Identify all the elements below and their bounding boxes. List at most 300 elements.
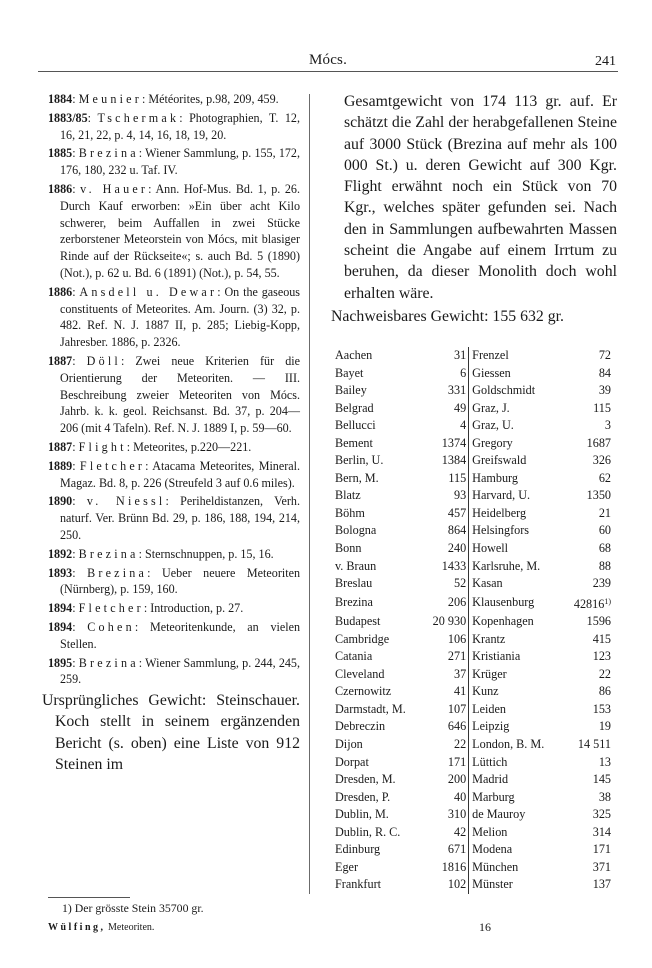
collection-weight xyxy=(571,824,617,842)
collection-weight xyxy=(571,736,617,754)
collection-name-text: Modena xyxy=(472,842,513,857)
collection-weight xyxy=(571,631,617,649)
collection-name-text: Catania xyxy=(335,649,373,664)
collection-name xyxy=(469,789,571,807)
collection-weight xyxy=(571,593,617,614)
collection-weight-text: 39 xyxy=(598,383,611,398)
collection-weight-text: 240 xyxy=(447,541,467,556)
collection-weight-text: 68 xyxy=(598,541,611,556)
collection-name-text: Kristiania xyxy=(472,649,521,664)
collection-name-text: Bellucci xyxy=(335,418,376,433)
collection-weight xyxy=(571,648,617,666)
collection-name xyxy=(469,435,571,453)
collection-name-text: Gregory xyxy=(472,435,513,450)
collection-name xyxy=(335,470,423,488)
table-row xyxy=(335,666,617,684)
collection-weight xyxy=(423,824,469,842)
collection-name-text: Klausenburg xyxy=(472,595,535,610)
collection-weight xyxy=(423,505,469,523)
collection-weight-text: 326 xyxy=(592,453,611,468)
collection-weight xyxy=(571,701,617,719)
bibliography-entry: 1894: Fletcher: Introduction, p. 27. xyxy=(48,601,244,616)
collection-weight-text: 107 xyxy=(447,701,467,716)
bibliography-list xyxy=(48,91,300,688)
collection-name-text: Howell xyxy=(472,541,509,556)
table-row xyxy=(335,771,617,789)
collection-name xyxy=(469,575,571,593)
collection-name xyxy=(469,613,571,631)
collection-weight-text: 22 xyxy=(453,737,467,752)
collection-name xyxy=(335,400,423,418)
collection-name xyxy=(469,648,571,666)
entry-text: Periheldistanzen, Verh. naturf. Ver. Brünn Bd. 29, p. 186, 188, 194, 214, 250. xyxy=(60,494,300,542)
collection-name xyxy=(335,382,423,400)
collection-weight-text: 40 xyxy=(453,789,467,804)
collection-name xyxy=(469,754,571,772)
table-row xyxy=(335,806,617,824)
collection-name-text: Czernowitz xyxy=(335,684,392,699)
collection-name-text: Karlsruhe, M. xyxy=(472,558,541,573)
collection-weight xyxy=(423,876,469,894)
bibliography-entry: 1886: Ansdell u. Dewar: On the gaseous constituents of Meteorites. Am. Journ. (3) 32, p. 482. Ref. N. J. 1887 II, p. 285; Liebig-Kopp, Jahresber. 1886, p. 2326. xyxy=(48,284,300,350)
left-body-text: Ursprüngliches Gewicht: Steinschauer. Koch stellt in seinem ergänzenden Bericht (s. oben) eine Liste von 912 Steinen im xyxy=(42,692,300,773)
entry-text: Wiener Sammlung, p. 244, 245, 259. xyxy=(60,655,300,687)
table-row xyxy=(335,631,617,649)
bibliography-entry: 1894: Cohen: Meteoritenkunde, an vielen Stellen. xyxy=(48,619,300,651)
collection-name-text: Dublin, R. C. xyxy=(335,824,401,839)
collection-weight xyxy=(423,701,469,719)
table-row xyxy=(335,841,617,859)
collection-name xyxy=(335,631,423,649)
collection-weight xyxy=(571,347,617,365)
collection-name-text: Aachen xyxy=(335,348,373,362)
bibliography-entry: 1889: Fletcher: Atacama Meteorites, Mineral. Magaz. Bd. 8, p. 226 (Streufeld 3 auf 0.6 miles). xyxy=(48,458,300,490)
collection-name-text: München xyxy=(472,859,519,874)
collection-name xyxy=(335,613,423,631)
collection-name xyxy=(335,789,423,807)
collection-name-text: Dublin, M. xyxy=(335,807,389,822)
signature-number: 16 xyxy=(479,920,491,934)
entry-text: Wiener Sammlung, p. 155, 172, 176, 180, 232 u. Taf. IV. xyxy=(60,146,300,178)
collection-weight-text: 239 xyxy=(592,576,611,591)
collection-name-text: Frankfurt xyxy=(335,877,382,892)
collection-weight-text: 21 xyxy=(598,505,611,520)
table-row xyxy=(335,417,617,435)
collection-weight xyxy=(571,452,617,470)
collection-weight-text: 72 xyxy=(598,348,611,362)
collection-weight xyxy=(423,631,469,649)
table-row xyxy=(335,505,617,523)
table-row xyxy=(335,593,617,614)
collection-name xyxy=(469,859,571,877)
collection-name xyxy=(335,347,423,365)
collection-name-text: Bailey xyxy=(335,383,367,398)
collection-weight-text: 6 xyxy=(460,365,467,380)
entry-text: Météorites, p.98, 209, 459. xyxy=(148,92,279,106)
collection-weight-text: 171 xyxy=(592,842,611,857)
table-row xyxy=(335,400,617,418)
collection-name-text: Krantz xyxy=(472,631,506,646)
entry-author: Ansdell u. Dewar xyxy=(79,284,218,299)
collection-name-text: Münster xyxy=(472,877,513,892)
collection-weight-text: 19 xyxy=(598,719,611,734)
collection-weight-text: 145 xyxy=(592,772,611,787)
collection-weight-text: 671 xyxy=(447,842,467,857)
table-row xyxy=(335,540,617,558)
table-row xyxy=(335,435,617,453)
entry-author: Döll xyxy=(86,353,121,368)
collection-weight-text: 415 xyxy=(592,631,611,646)
bibliography-entry: 1893: Brezina: Ueber neuere Meteoriten (Nürnberg), p. 159, 160. xyxy=(48,565,300,597)
table-row xyxy=(335,558,617,576)
table-row xyxy=(335,859,617,877)
collection-weight xyxy=(423,452,469,470)
entry-year: 1890 xyxy=(48,494,73,509)
entry-text: Ann. Hof-Mus. Bd. 1, p. 26. Durch Kauf erworben: »Ein über acht Kilo schwerer, beim Auffallen in zwei Stücke zerborstener Meteorstein von Mócs, mit blasiger Rinde auf der Rückseite«; s. auch Bd. 5 (1890) (Not.), p. 62 u. Bd. 6 (1891) (Not.), p. 54, 55. xyxy=(60,181,301,280)
collection-weight-text: 42 xyxy=(453,824,467,839)
table-row xyxy=(335,754,617,772)
collection-name-text: Helsingfors xyxy=(472,523,530,538)
entry-year: 1884 xyxy=(48,92,73,106)
collection-name-text: Debreczin xyxy=(335,719,386,734)
collection-name xyxy=(469,718,571,736)
signature-line xyxy=(48,922,154,933)
collection-name-text: Goldschmidt xyxy=(472,383,536,398)
collection-name-text: Melion xyxy=(472,824,508,839)
footnote: 1) Der grösste Stein 35700 gr. xyxy=(62,901,204,915)
entry-author: Fletcher xyxy=(78,601,144,616)
entry-year: 1894 xyxy=(48,601,73,616)
collection-weight xyxy=(423,558,469,576)
entry-author: v. Hauer xyxy=(80,181,149,196)
collection-name-text: Blatz xyxy=(335,488,361,503)
collection-name xyxy=(469,347,571,365)
verifiable-weight-label: Nachweisbares Gewicht: xyxy=(331,307,489,325)
entry-author: Fletcher xyxy=(79,458,146,473)
collection-weight-text: 271 xyxy=(447,649,467,664)
collection-name-text: Bonn xyxy=(335,541,362,556)
collection-weight-text: 86 xyxy=(598,684,611,699)
collection-weight xyxy=(571,575,617,593)
collection-name xyxy=(335,593,423,614)
table-row xyxy=(335,736,617,754)
collection-weight xyxy=(423,435,469,453)
right-body-text: Gesamtgewicht von 174 113 gr. auf. Er schätzt die Zahl der herabgefallenen Steine auf 3000 Stück (Brezina auf mehr als 100 000 St.) u. deren Gewicht auf 300 Kgr. Flight erwähnt noch ein Stück von 70 Kgr., welches später gefunden sei. Nach den in Sammlungen aufbewahrten Massen scheint die Angabe auf einem Irrtum zu beruhen, da dieser Monolith doch wohl erhalten wäre. xyxy=(344,93,617,302)
table-row xyxy=(335,718,617,736)
collection-name xyxy=(335,417,423,435)
collection-name-text: Kunz xyxy=(472,684,499,699)
collection-name xyxy=(335,487,423,505)
collection-name xyxy=(469,683,571,701)
table-row xyxy=(335,613,617,631)
collection-weight-text: 115 xyxy=(593,400,611,415)
collection-weight xyxy=(571,666,617,684)
bibliography-entry: 1883/85: Tschermak: Photographien, T. 12, 16, 21, 22, p. 4, 14, 16, 18, 19, 20. xyxy=(48,110,301,142)
bibliography-entry: 1892: Brezina: Sternschnuppen, p. 15, 16. xyxy=(48,546,274,561)
verifiable-weight-value: 155 632 gr. xyxy=(492,307,564,325)
bibliography-entry: 1895: Brezina: Wiener Sammlung, p. 244, 245, 259. xyxy=(48,655,300,687)
collection-weight xyxy=(423,540,469,558)
collection-weight xyxy=(571,558,617,576)
collection-weight-text: 206 xyxy=(447,595,467,610)
collection-weight xyxy=(423,613,469,631)
collection-weight xyxy=(423,666,469,684)
collection-name xyxy=(469,400,571,418)
page-number: 241 xyxy=(595,54,616,69)
table-row xyxy=(335,470,617,488)
table-row xyxy=(335,575,617,593)
entry-text: Atacama Meteorites, Mineral. Magaz. Bd. 8, p. 226 (Streufeld 3 auf 0.6 miles). xyxy=(60,458,300,490)
collection-name xyxy=(469,487,571,505)
entry-author: Brezina xyxy=(78,546,139,561)
entry-author: Cohen xyxy=(87,619,135,634)
collection-weight-text: 171 xyxy=(447,754,467,769)
collection-name-text: Hamburg xyxy=(472,470,518,485)
collection-name-text: Graz, J. xyxy=(472,400,510,415)
bibliography-entry: 1885: Brezina: Wiener Sammlung, p. 155, 172, 176, 180, 232 u. Taf. IV. xyxy=(48,146,300,178)
entry-text: Photographien, T. 12, 16, 21, 22, p. 4, 14, 16, 18, 19, 20. xyxy=(60,110,301,142)
collection-weight-text: 4 xyxy=(460,418,467,433)
collection-name xyxy=(469,522,571,540)
collection-weight xyxy=(571,718,617,736)
collection-name-text: Bement xyxy=(335,435,373,450)
collection-name xyxy=(469,470,571,488)
collection-weight-text: 325 xyxy=(592,807,611,822)
signature-author: Wülfing, xyxy=(48,922,106,933)
collection-name-text: Dresden, P. xyxy=(335,789,391,804)
collection-name-text: Lüttich xyxy=(472,754,508,769)
collection-weight-text: 457 xyxy=(447,505,467,520)
entry-year: 1893 xyxy=(48,565,73,580)
collection-weight-text: 115 xyxy=(448,470,467,485)
collection-name xyxy=(335,452,423,470)
collection-weight-text: 31 xyxy=(453,348,467,362)
collection-weight xyxy=(571,522,617,540)
collection-name-text: Eger xyxy=(335,859,359,874)
collection-name-text: de Mauroy xyxy=(472,807,526,822)
collection-name xyxy=(335,806,423,824)
footnote-marker: 1) xyxy=(604,596,611,606)
collection-name xyxy=(469,841,571,859)
collection-name-text: Budapest xyxy=(335,614,381,629)
collection-weights-table xyxy=(335,347,617,894)
collection-weight xyxy=(423,771,469,789)
collection-name xyxy=(469,452,571,470)
collection-weight-text: 42816 xyxy=(573,596,605,611)
collection-name xyxy=(335,771,423,789)
collection-name-text: Dorpat xyxy=(335,754,369,769)
entry-text: Introduction, p. 27. xyxy=(150,601,244,616)
collection-weight xyxy=(423,859,469,877)
collection-weight xyxy=(571,400,617,418)
collection-weight-text: 20 930 xyxy=(432,614,467,629)
collection-name xyxy=(335,522,423,540)
collection-name xyxy=(335,876,423,894)
collection-name xyxy=(469,382,571,400)
collection-name-text: Heidelberg xyxy=(472,505,527,520)
collection-name xyxy=(335,824,423,842)
bibliography-entry: 1886: v. Hauer: Ann. Hof-Mus. Bd. 1, p. 26. Durch Kauf erworben: »Ein über acht Kilo schwerer, beim Auffallen in zwei Stücke zerborstener Meteorstein von Mócs, mit blasiger Rinde auf der Rückseite«; s. auch Bd. 5 (1890) (Not.), p. 62 u. Bd. 6 (1891) (Not.), p. 54, 55. xyxy=(48,181,301,280)
collection-name xyxy=(335,718,423,736)
table-row xyxy=(335,522,617,540)
entry-text: Zwei neue Kriterien für die Orientierung der Meteoriten. — III. Beschreibung zweier Meteoriten von Mócs. Jahrb. k. k. geol. Reichsanst. Bd. 37, p. 204—206 (mit 4 Tafeln). Ref. N. J. 1889 I, p. 59—60. xyxy=(60,353,300,436)
collection-name-text: Breslau xyxy=(335,576,373,591)
footnote-rule xyxy=(48,897,130,898)
collection-name xyxy=(469,631,571,649)
column-divider xyxy=(309,94,310,894)
collection-weight-text: 1384 xyxy=(441,453,467,468)
collection-weight-text: 41 xyxy=(453,684,467,699)
collection-name xyxy=(469,736,571,754)
collection-name xyxy=(335,575,423,593)
entry-text: On the gaseous constituents of Meteorites. Am. Journ. (3) 32, p. 482. Ref. N. J. 1887 II, p. 285; Liebig-Kopp, Jahresber. 1886, p. 2326. xyxy=(60,284,300,350)
collection-name-text: Frenzel xyxy=(472,348,509,362)
collection-weight-text: 1596 xyxy=(586,614,611,629)
collection-name xyxy=(469,365,571,383)
collection-weight-text: 88 xyxy=(598,558,611,573)
collection-name xyxy=(335,505,423,523)
entry-year: 1886 xyxy=(48,284,73,299)
entry-year: 1894 xyxy=(48,619,73,634)
collection-name xyxy=(469,540,571,558)
collection-weight-text: 62 xyxy=(598,470,611,485)
collection-weight xyxy=(571,876,617,894)
collection-weight-text: 371 xyxy=(592,859,611,874)
collection-name-text: Brezina xyxy=(335,595,373,610)
collection-weight xyxy=(571,789,617,807)
table-row xyxy=(335,382,617,400)
entry-year: 1892 xyxy=(48,546,73,561)
collection-weight xyxy=(571,505,617,523)
table-row xyxy=(335,365,617,383)
collection-weight-text: 1350 xyxy=(586,488,611,503)
bibliography-entry: 1887: Döll: Zwei neue Kriterien für die Orientierung der Meteoriten. — III. Beschreibung zweier Meteoriten von Mócs. Jahrb. k. k. geol. Reichsanst. Bd. 37, p. 204—206 (mit 4 Tafeln). Ref. N. J. 1889 I, p. 59—60. xyxy=(48,353,300,436)
collection-name xyxy=(469,876,571,894)
collection-name xyxy=(469,771,571,789)
bibliography-entry: 1890: v. Niessl: Periheldistanzen, Verh. naturf. Ver. Brünn Bd. 29, p. 186, 188, 194, 214, 250. xyxy=(48,494,300,542)
left-column xyxy=(42,91,301,775)
collection-weight-text: 200 xyxy=(447,772,467,787)
collection-name xyxy=(469,417,571,435)
collection-weight xyxy=(423,736,469,754)
collection-name-text: Greifswald xyxy=(472,453,527,468)
collection-weight xyxy=(423,841,469,859)
bibliography-entry: 1884: Meunier: Météorites, p.98, 209, 459. xyxy=(48,92,279,106)
collection-weight xyxy=(571,435,617,453)
collection-name-text: Cambridge xyxy=(335,631,390,646)
collection-weight-text: 331 xyxy=(447,383,467,398)
collection-weight-text: 13 xyxy=(598,754,611,769)
collection-name-text: Leiden xyxy=(472,701,507,716)
collection-weight xyxy=(571,754,617,772)
entry-year: 1887 xyxy=(48,439,73,454)
collection-name xyxy=(469,593,571,614)
collection-name xyxy=(335,754,423,772)
collection-name-text: Marburg xyxy=(472,789,515,804)
collection-weight xyxy=(423,683,469,701)
entry-year: 1883/85 xyxy=(48,110,88,125)
collection-weight xyxy=(571,859,617,877)
collection-name xyxy=(335,859,423,877)
collection-name xyxy=(335,841,423,859)
collection-name-text: Darmstadt, M. xyxy=(335,701,406,716)
collection-name-text: Bologna xyxy=(335,523,377,538)
collection-name-text: Böhm xyxy=(335,505,365,520)
signature-title: Meteoriten. xyxy=(108,922,155,933)
collection-weight xyxy=(571,365,617,383)
collection-weight-text: 137 xyxy=(592,877,611,892)
entry-author: Flight xyxy=(78,439,127,454)
collection-weight xyxy=(423,648,469,666)
collection-weight xyxy=(571,470,617,488)
collection-name-text: Dresden, M. xyxy=(335,772,396,787)
collection-name xyxy=(469,505,571,523)
collection-weight xyxy=(571,841,617,859)
collection-name-text: Bern, M. xyxy=(335,470,379,485)
collection-name-text: Belgrad xyxy=(335,400,374,415)
collection-weight xyxy=(423,347,469,365)
table-row xyxy=(335,876,617,894)
collection-name xyxy=(469,558,571,576)
collection-weight-text: 123 xyxy=(592,649,611,664)
entry-author: v. Niessl xyxy=(86,494,166,509)
collection-weight xyxy=(571,487,617,505)
collection-weight xyxy=(571,382,617,400)
collection-weight xyxy=(571,540,617,558)
collection-weight-text: 1687 xyxy=(586,435,611,450)
table-row xyxy=(335,648,617,666)
collection-name xyxy=(469,701,571,719)
collection-weight-text: 864 xyxy=(447,523,467,538)
collection-weight xyxy=(423,470,469,488)
collection-weight-text: 153 xyxy=(592,701,611,716)
collection-weight xyxy=(423,593,469,614)
collection-weight xyxy=(423,754,469,772)
collection-name xyxy=(335,558,423,576)
table-row xyxy=(335,789,617,807)
collection-weight-text: 106 xyxy=(447,631,467,646)
collection-weight xyxy=(423,382,469,400)
bibliography-entry: 1887: Flight: Meteorites, p.220—221. xyxy=(48,439,252,454)
entry-year: 1895 xyxy=(48,655,73,670)
collection-weight-text: 102 xyxy=(447,877,467,892)
table-row xyxy=(335,701,617,719)
collection-weight-text: 52 xyxy=(453,576,467,591)
collection-weight-text: 310 xyxy=(447,807,467,822)
collection-name xyxy=(469,666,571,684)
collection-name-text: Giessen xyxy=(472,365,511,380)
collection-name-text: Berlin, U. xyxy=(335,453,384,468)
verifiable-weight xyxy=(331,306,617,327)
entry-author: Brezina xyxy=(87,565,148,580)
collection-name-text: London, B. M. xyxy=(472,737,545,752)
collection-name xyxy=(335,666,423,684)
collection-weight-text: 646 xyxy=(447,719,467,734)
entry-text: Sternschnuppen, p. 15, 16. xyxy=(144,546,274,561)
collection-name-text: Cleveland xyxy=(335,666,385,681)
collection-weight-text: 22 xyxy=(598,666,611,681)
entry-author: Brezina xyxy=(78,655,139,670)
collection-weight xyxy=(423,522,469,540)
collection-name-text: v. Braun xyxy=(335,558,377,573)
entry-text: Meteoritenkunde, an vielen Stellen. xyxy=(60,619,300,651)
collection-name xyxy=(335,701,423,719)
collection-weight xyxy=(423,400,469,418)
collection-weight-text: 1374 xyxy=(441,435,467,450)
page-title: Mócs. xyxy=(308,52,348,68)
collection-weight xyxy=(423,575,469,593)
collection-name-text: Bayet xyxy=(335,365,364,380)
